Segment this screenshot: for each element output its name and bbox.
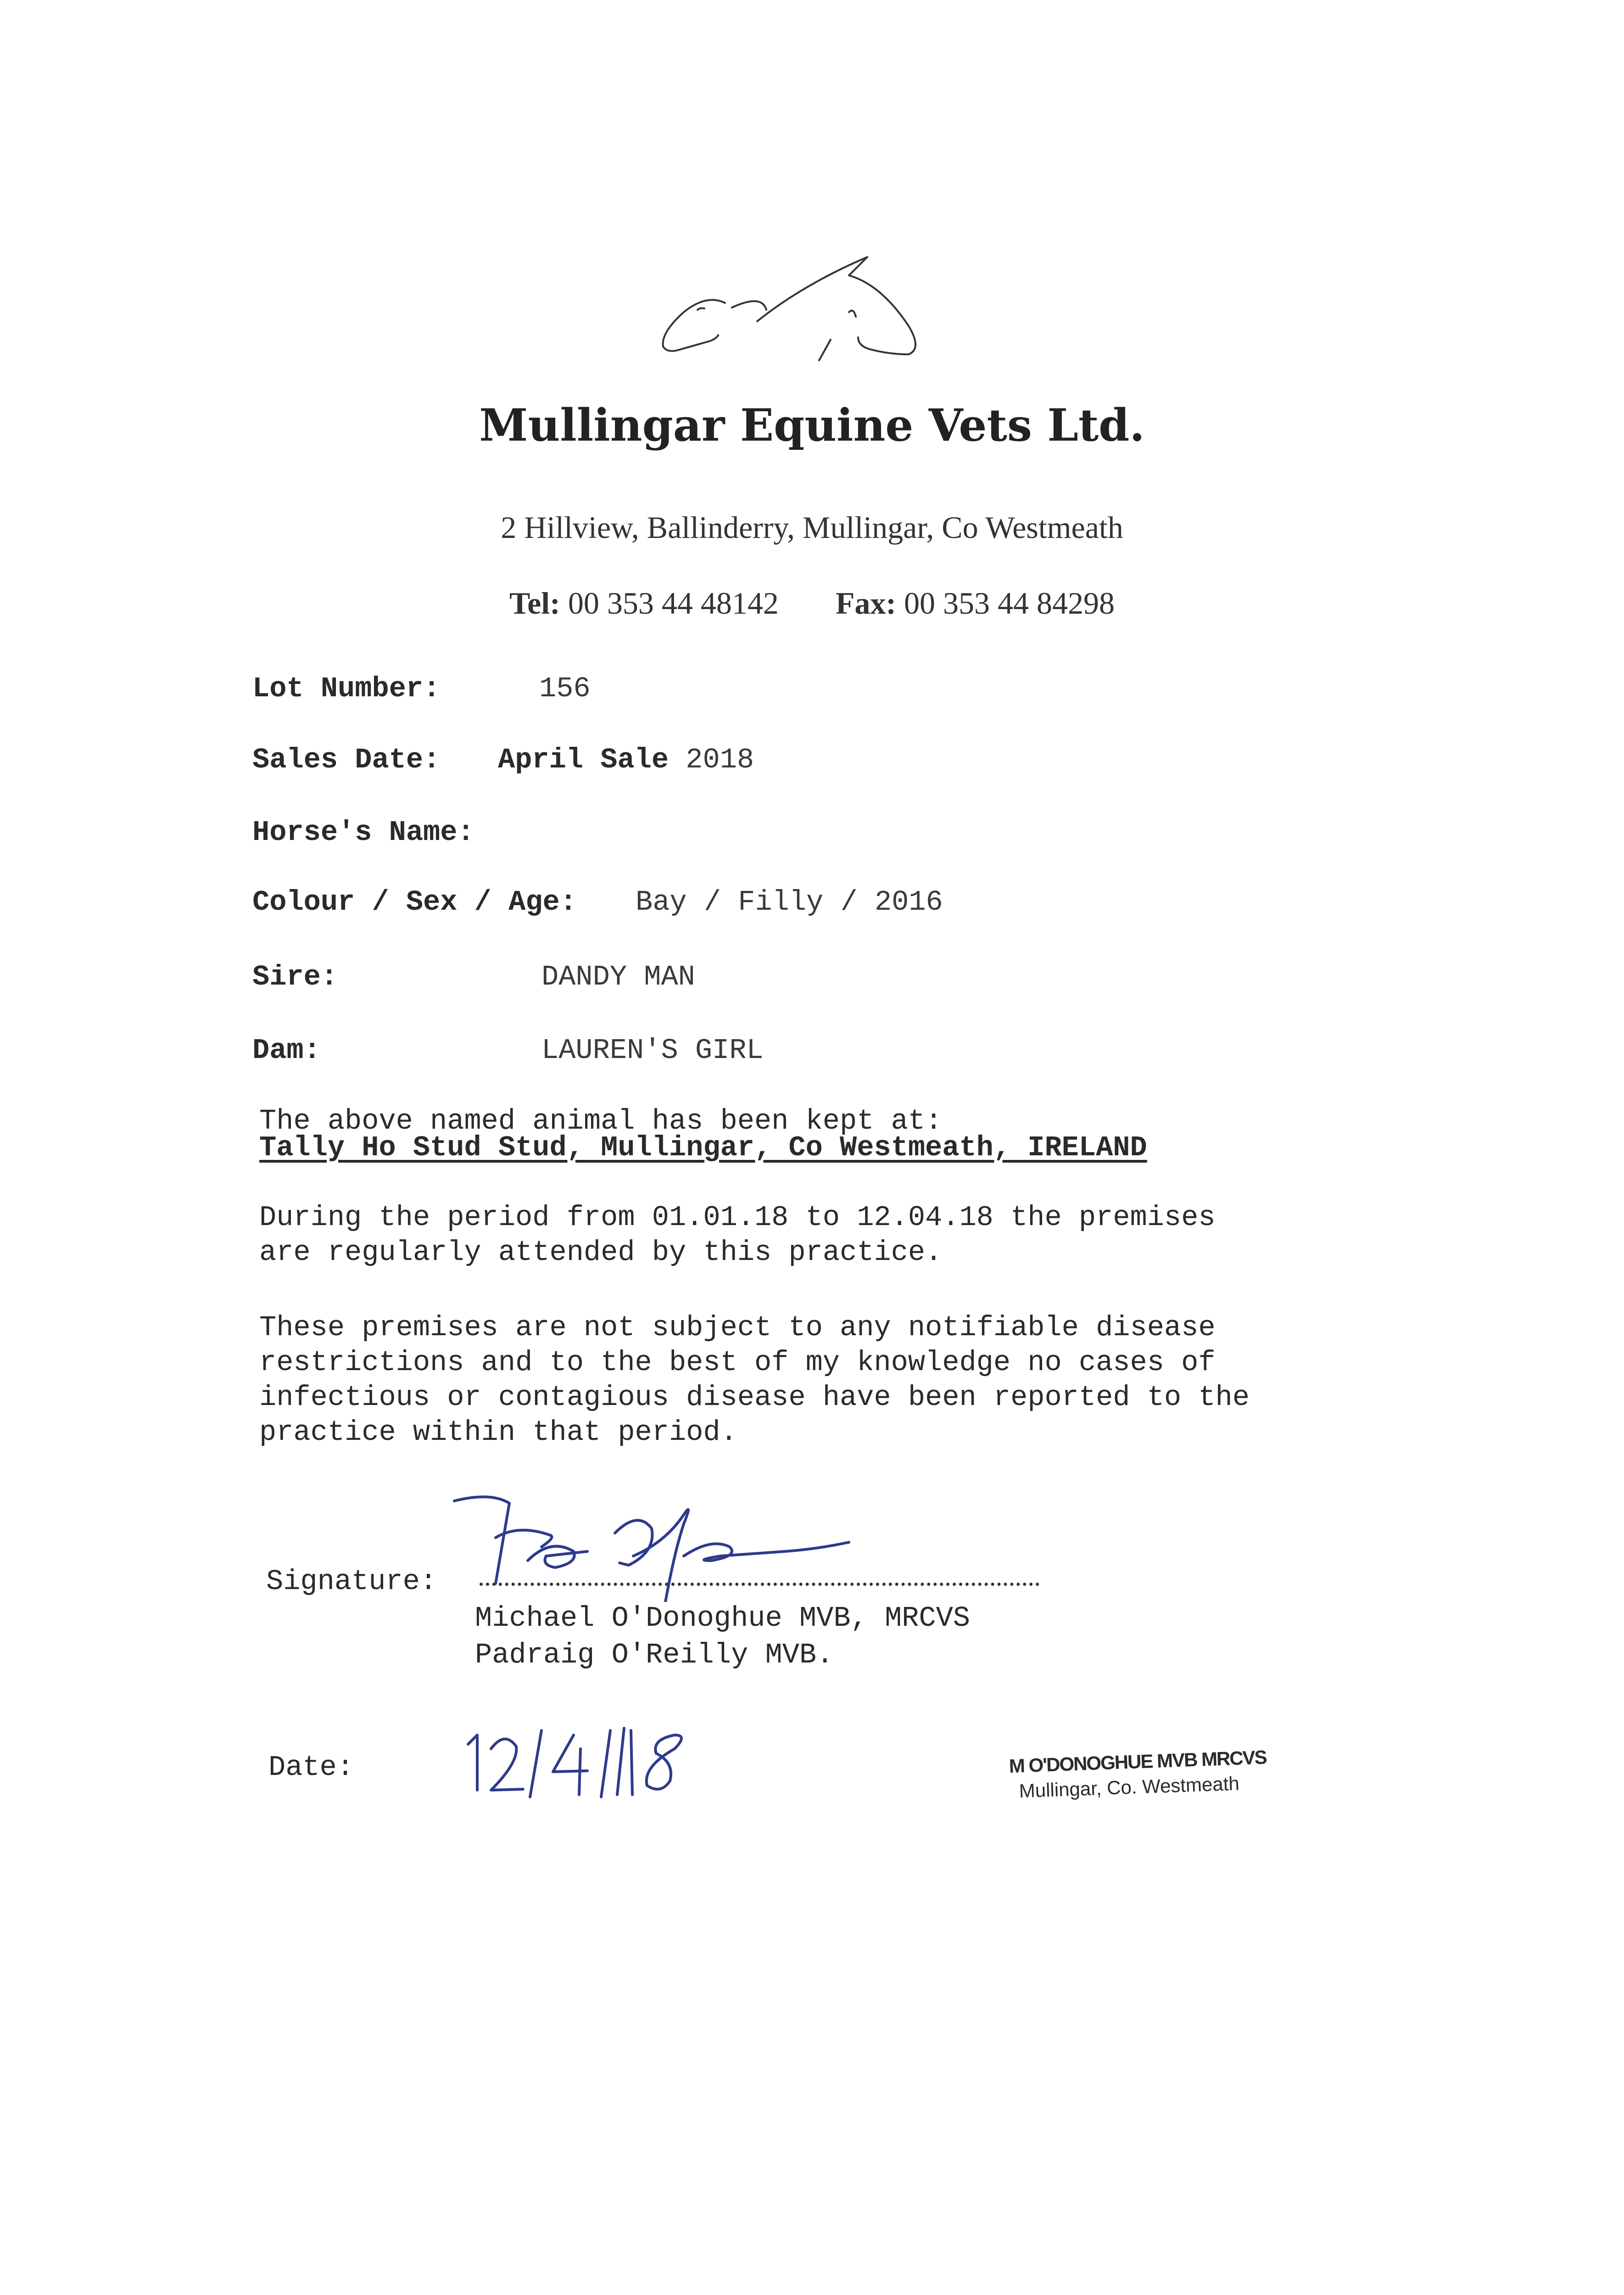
tel-label: Tel: (509, 586, 560, 621)
disease-line-3: infectious or contagious disease have been reported to the (259, 1381, 1250, 1414)
sales-year: 2018 (686, 744, 754, 776)
handwritten-date-icon (459, 1717, 707, 1799)
handwritten-signature-icon (436, 1483, 941, 1602)
stamp-line-1: M O'DONOGHUE MVB MRCVS (1009, 1746, 1267, 1777)
sales-date-label: Sales Date: (252, 744, 441, 776)
period-paragraph (259, 1200, 1406, 1270)
fax-number: 00 353 44 84298 (904, 586, 1115, 621)
disease-line-2: restrictions and to the best of my knowledge no cases of (259, 1346, 1216, 1379)
vet-name-1: Michael O'Donoghue MVB, MRCVS (475, 1602, 970, 1634)
vet-name-2: Padraig O'Reilly MVB. (475, 1639, 834, 1671)
company-address: 2 Hillview, Ballinderry, Mullingar, Co Westmeath (501, 510, 1123, 545)
company-name: Mullingar Equine Vets Ltd. (479, 399, 1145, 451)
horse-name-label: Horse's Name: (252, 816, 474, 849)
kept-location: Tally Ho Stud Stud, Mullingar, Co Westmeath, IRELAND (259, 1131, 1147, 1164)
contact-line (0, 585, 1624, 621)
colour-sex-age-label: Colour / Sex / Age: (252, 886, 577, 918)
kept-at-intro: The above named animal has been kept at: (259, 1105, 943, 1137)
horse-heads-logo-icon (652, 248, 945, 367)
date-label: Date: (268, 1751, 354, 1784)
colour-sex-age-value: Bay / Filly / 2016 (636, 886, 943, 918)
lot-number-label: Lot Number: (252, 672, 441, 705)
practice-stamp (1009, 1746, 1267, 1810)
stamp-line-2: Mullingar, Co. Westmeath (1018, 1772, 1240, 1802)
dam-label: Dam: (252, 1034, 321, 1067)
fax-label: Fax: (835, 586, 897, 621)
period-line-1: During the period from 01.01.18 to 12.04.18 the premises (259, 1201, 1216, 1234)
sales-name: April Sale (498, 744, 669, 776)
sire-label: Sire: (252, 961, 338, 993)
dam-value: LAUREN'S GIRL (541, 1034, 764, 1067)
sales-date-value (498, 744, 754, 776)
lot-number-value: 156 (539, 672, 591, 705)
disease-line-1: These premises are not subject to any notifiable disease (259, 1311, 1216, 1344)
sire-value: DANDY MAN (541, 961, 695, 993)
signature-label: Signature: (266, 1565, 437, 1598)
period-line-2: are regularly attended by this practice. (259, 1236, 943, 1269)
disease-line-4: practice within that period. (259, 1416, 737, 1449)
tel-number: 00 353 44 48142 (568, 586, 779, 621)
disease-paragraph (259, 1310, 1406, 1450)
